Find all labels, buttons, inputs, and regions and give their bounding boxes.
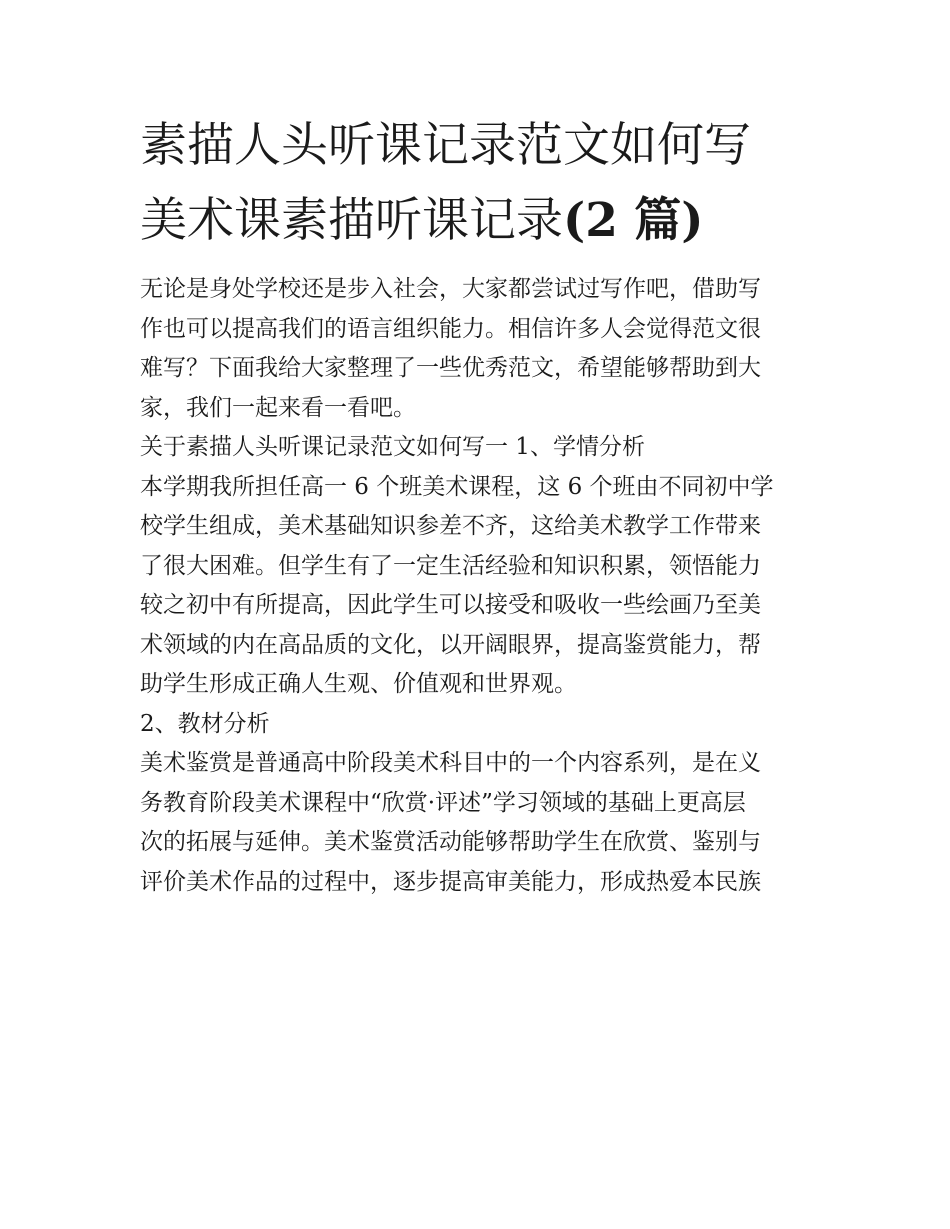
paragraph-line: 家，我们一起来看一看吧。	[140, 394, 416, 421]
learning-analysis-paragraph	[140, 468, 815, 705]
paragraph-line: 了很大困难。但学生有了一定生活经验和知识积累，领悟能力	[140, 552, 761, 579]
paragraph-line: 评价美术作品的过程中，逐步提高审美能力，形成热爱本民族	[140, 868, 761, 895]
paragraph-line: 助学生形成正确人生观、价值观和世界观。	[140, 671, 577, 697]
intro-paragraph	[140, 270, 815, 428]
paragraph-line: 本学期我所担任高一 6 个班美术课程，这 6 个班由不同初中学	[140, 473, 774, 500]
section-heading-text: 2、教材分析	[140, 710, 270, 737]
title-count: (2 篇)	[563, 193, 704, 248]
paragraph-line: 次的拓展与延伸。美术鉴赏活动能够帮助学生在欣赏、鉴别与	[140, 829, 761, 855]
paragraph-line: 务教育阶段美术课程中“欣赏·评述”学习领域的基础上更高层	[140, 789, 746, 816]
section-heading-2	[140, 705, 815, 745]
paragraph-line: 作也可以提高我们的语言组织能力。相信许多人会觉得范文很	[140, 315, 761, 342]
document-title	[140, 108, 815, 258]
document-body	[140, 108, 815, 902]
section-heading-text: 关于素描人头听课记录范文如何写一 1、学情分析	[140, 434, 645, 460]
title-line-2	[140, 183, 815, 258]
paragraph-line: 校学生组成，美术基础知识参差不齐，这给美术教学工作带来	[140, 513, 761, 539]
paragraph-line: 较之初中有所提高，因此学生可以接受和吸收一些绘画乃至美	[140, 592, 761, 618]
title-line-1: 素描人头听课记录范文如何写	[140, 118, 751, 173]
section-heading-1	[140, 428, 815, 468]
title-line-2-text: 美术课素描听课记录	[140, 193, 563, 248]
paragraph-line: 术领域的内在高品质的文化，以开阔眼界，提高鉴赏能力，帮	[140, 631, 761, 658]
paragraph-line: 无论是身处学校还是步入社会，大家都尝试过写作吧，借助写	[140, 276, 761, 302]
paragraph-line: 美术鉴赏是普通高中阶段美术科目中的一个内容系列，是在义	[140, 750, 761, 776]
textbook-analysis-paragraph	[140, 744, 815, 902]
paragraph-line: 难写？下面我给大家整理了一些优秀范文，希望能够帮助到大	[140, 355, 761, 381]
